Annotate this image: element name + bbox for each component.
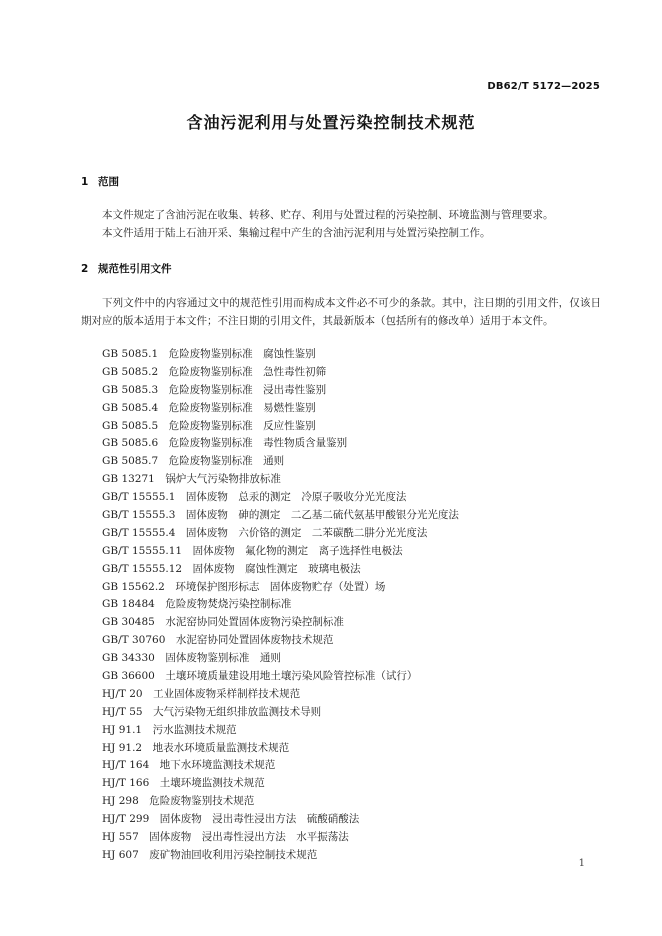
reference-item: GB/T 15555.1 固体废物 总汞的测定 冷原子吸收分光光度法 [102,491,407,504]
reference-item: HJ/T 20 工业固体废物采样制样技术规范 [102,687,301,700]
reference-item: HJ 607 废矿物油回收利用污染控制技术规范 [102,848,318,861]
section-title: 规范性引用文件 [98,263,172,275]
reference-item: HJ/T 164 地下水环境监测技术规范 [102,759,276,772]
reference-item: GB 5085.6 危险废物鉴别标准 毒性物质含量鉴别 [102,437,348,450]
document-code: DB62/T 5172—2025 [487,81,600,92]
reference-item: GB 5085.7 危险废物鉴别标准 通则 [102,455,285,468]
document-title: 含油污泥利用与处置污染控制技术规范 [186,113,476,132]
scope-paragraph-2: 本文件适用于陆上石油开采、集输过程中产生的含油污泥利用与处置污染控制工作。 [102,227,491,239]
reference-item: HJ 91.1 污水监测技术规范 [102,723,237,736]
section-number: 1 [81,176,89,188]
reference-item: GB 34330 固体废物鉴别标准 通则 [102,652,281,665]
reference-item: GB/T 15555.12 固体废物 腐蚀性测定 玻璃电极法 [102,562,361,575]
scope-paragraph-1: 本文件规定了含油污泥在收集、转移、贮存、利用与处置过程的污染控制、环境监测与管理要求。 [102,209,554,221]
reference-item: GB 5085.5 危险废物鉴别标准 反应性鉴别 [102,419,316,432]
reference-item: HJ/T 299 固体废物 浸出毒性浸出方法 硫酸硝酸法 [102,813,360,826]
reference-item: GB/T 15555.4 固体废物 六价铬的测定 二苯碳酰二肼分光光度法 [102,526,428,539]
reference-item: GB 5085.2 危险废物鉴别标准 急性毒性初筛 [102,365,327,378]
reference-item: GB 18484 危险废物焚烧污染控制标准 [102,598,292,611]
section-heading-scope [81,174,119,189]
reference-item: GB/T 15555.3 固体废物 砷的测定 二乙基二硫代氨基甲酸银分光光度法 [102,509,459,522]
reference-list [102,346,459,865]
section-heading-normative-references [81,261,172,276]
reference-item: GB 5085.3 危险废物鉴别标准 浸出毒性鉴别 [102,383,327,396]
section-number: 2 [81,263,89,275]
reference-item: HJ 91.2 地表水环境质量监测技术规范 [102,741,290,754]
section-title: 范围 [98,176,119,188]
reference-item: GB 15562.2 环境保护图形标志 固体废物贮存（处置）场 [102,580,386,593]
reference-item: GB 30485 水泥窑协同处置固体废物污染控制标准 [102,616,344,629]
reference-item: GB/T 15555.11 固体废物 氟化物的测定 离子选择性电极法 [102,544,403,557]
reference-item: GB 5085.4 危险废物鉴别标准 易燃性鉴别 [102,401,316,414]
reference-item: GB 13271 锅炉大气污染物排放标准 [102,473,281,486]
reference-item: HJ/T 55 大气污染物无组织排放监测技术导则 [102,705,322,718]
references-intro-paragraph: 下列文件中的内容通过文中的规范性引用而构成本文件必不可少的条款。其中，注日期的引用文件，仅该日期对应的版本适用于本文件；不注日期的引用文件，其最新版本（包括所有的修改单）适用于本文件。 [81,297,601,327]
reference-item: HJ/T 166 土壤环境监测技术规范 [102,777,265,790]
page-number: 1 [578,858,585,869]
reference-item: GB/T 30760 水泥窑协同处置固体废物技术规范 [102,634,334,647]
reference-item: GB 5085.1 危险废物鉴别标准 腐蚀性鉴别 [102,348,316,360]
reference-item: HJ 298 危险废物鉴别技术规范 [102,795,255,808]
reference-item: HJ 557 固体废物 浸出毒性浸出方法 水平振荡法 [102,831,349,844]
reference-item: GB 36600 土壤环境质量建设用地土壤污染风险管控标准（试行） [102,670,418,683]
